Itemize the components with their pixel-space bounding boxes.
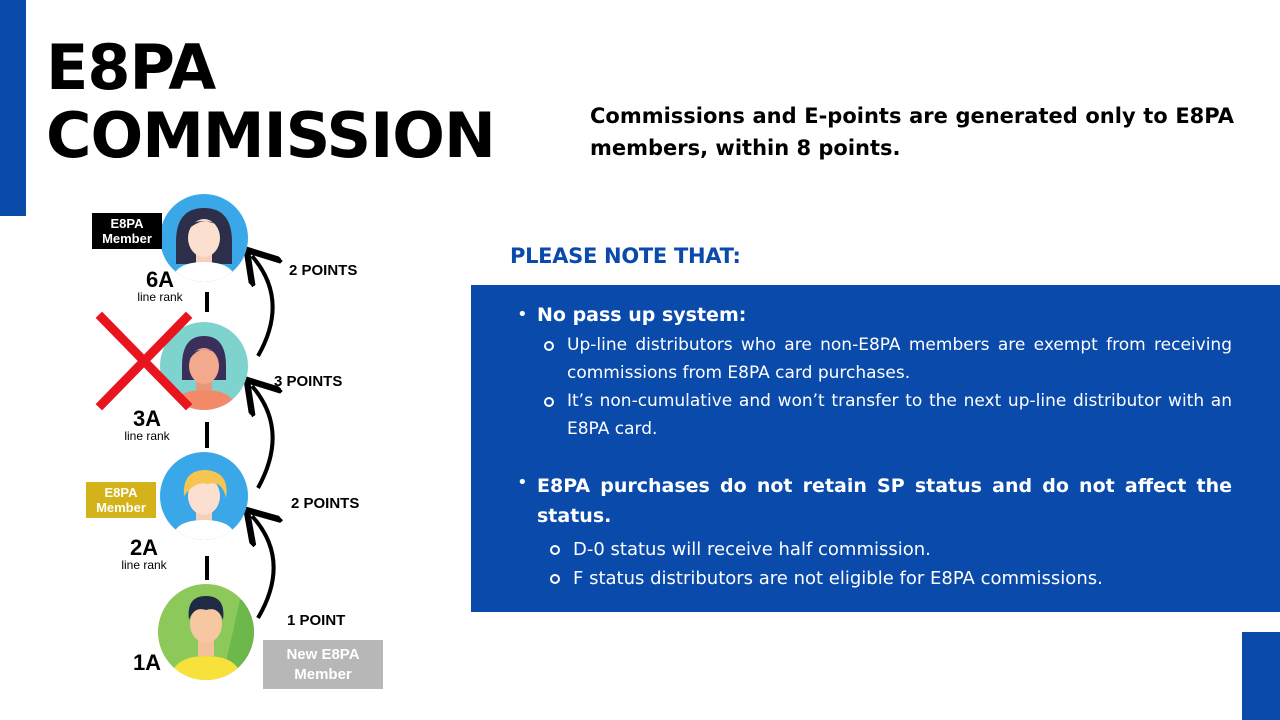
tag-line: Member bbox=[96, 500, 146, 515]
avatar-icon bbox=[160, 452, 248, 542]
points-label: 2 POINTS bbox=[291, 495, 360, 512]
note-sub-item: It’s non-cumulative and won’t transfer to the next up-line distributor with an E8PA card. bbox=[537, 387, 1232, 443]
points-label: 3 POINTS bbox=[274, 373, 343, 390]
note-bullet-1-heading: • No pass up system: bbox=[537, 304, 747, 326]
note-bullet-1-subs bbox=[537, 331, 1232, 443]
rank-value: 6A bbox=[145, 267, 175, 292]
arrow-icon bbox=[252, 516, 274, 618]
tag-line: E8PA bbox=[104, 485, 138, 500]
tag-line: New E8PA bbox=[286, 646, 360, 663]
note-bullet-2-heading: • E8PA purchases do not retain SP status and do not affect the status. bbox=[537, 475, 1232, 527]
member-tag bbox=[263, 640, 383, 689]
note-sub-item: Up-line distributors who are non-E8PA members are exempt from receiving commissions from E8PA card purchases. bbox=[537, 331, 1232, 387]
rank-sub: line rank bbox=[137, 290, 183, 304]
points-label: 1 POINT bbox=[287, 612, 346, 629]
rank-label bbox=[109, 535, 179, 571]
right-accent-bar bbox=[1242, 632, 1280, 720]
note-sub-item: F status distributors are not eligible for E8PA commissions. bbox=[543, 564, 1232, 593]
rank-sub: line rank bbox=[124, 429, 170, 443]
rank-label bbox=[112, 406, 182, 442]
tag-line: Member bbox=[102, 231, 152, 246]
rank-value: 2A bbox=[129, 535, 159, 560]
title-line-2: COMMISSION bbox=[46, 99, 495, 172]
rank-value: 3A bbox=[132, 406, 162, 431]
note-bullet-1 bbox=[517, 303, 1232, 443]
intro-text: Commissions and E-points are generated only to E8PA members, within 8 points. bbox=[590, 104, 1234, 160]
note-sub-item: D-0 status will receive half commission. bbox=[543, 535, 1232, 564]
note-bullet-2-subs bbox=[543, 535, 1232, 593]
rank-value: 1A bbox=[132, 650, 162, 675]
member-tag bbox=[92, 213, 162, 249]
rank-label bbox=[112, 650, 182, 676]
tag-line: E8PA bbox=[110, 216, 144, 231]
commission-diagram bbox=[0, 180, 470, 720]
arrow-icon bbox=[252, 256, 273, 356]
tag-line: Member bbox=[294, 666, 352, 683]
arrow-icon bbox=[252, 386, 273, 488]
note-heading: PLEASE NOTE THAT: bbox=[510, 244, 741, 268]
title-line-1: E8PA bbox=[46, 31, 216, 104]
rank-sub: line rank bbox=[121, 558, 167, 572]
page-title bbox=[46, 31, 495, 172]
note-box bbox=[471, 285, 1280, 612]
rank-label bbox=[125, 267, 195, 303]
diagram-graphics bbox=[0, 180, 470, 720]
note-bullet-2 bbox=[517, 471, 1232, 593]
member-tag bbox=[86, 482, 156, 518]
points-label: 2 POINTS bbox=[289, 262, 358, 279]
